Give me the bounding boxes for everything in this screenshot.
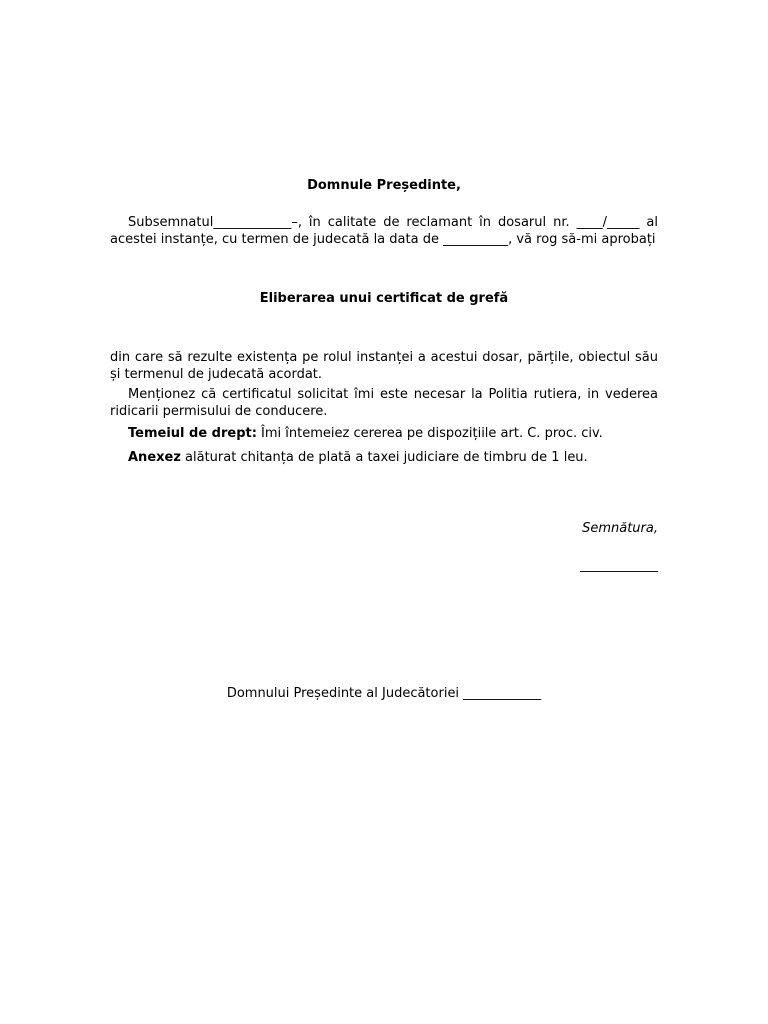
annex-text: alăturat chitanța de plată a taxei judiciare de timbru de 1 leu. (180, 450, 588, 465)
mention-paragraph: Menționez că certificatul solicitat îmi este necesar la Politia rutiera, in vederea ridicarii permisului de conducere. (110, 387, 658, 419)
request-subject: Eliberarea unui certificat de grefă (259, 291, 509, 306)
purpose-paragraph: din care să rezulte existența pe rolul instanței a acestui dosar, părțile, obiectul său și termenul de judecată acordat. (110, 350, 658, 382)
legal-basis-text: Îmi întemeiez cererea pe dispozițiile art. C. proc. civ. (256, 426, 603, 441)
annex-label: Anexez (128, 450, 181, 465)
legal-basis-label: Temeiul de drept: (128, 426, 257, 441)
request-paragraph: Subsemnatul____________–, în calitate de reclamant în dosarul nr. ____/_____ al acestei instanțe, cu termen de judecată la data de __________, vă rog să-mi aprobați (110, 215, 658, 247)
greeting-heading: Domnule Președinte, (307, 178, 461, 193)
signature-label: Semnătura, (582, 521, 658, 536)
legal-basis-paragraph (110, 425, 658, 442)
addressee-line: Domnului Președinte al Judecătoriei ____________ (226, 686, 542, 701)
signature-line: ____________ (580, 558, 658, 573)
annex-paragraph (110, 449, 658, 466)
